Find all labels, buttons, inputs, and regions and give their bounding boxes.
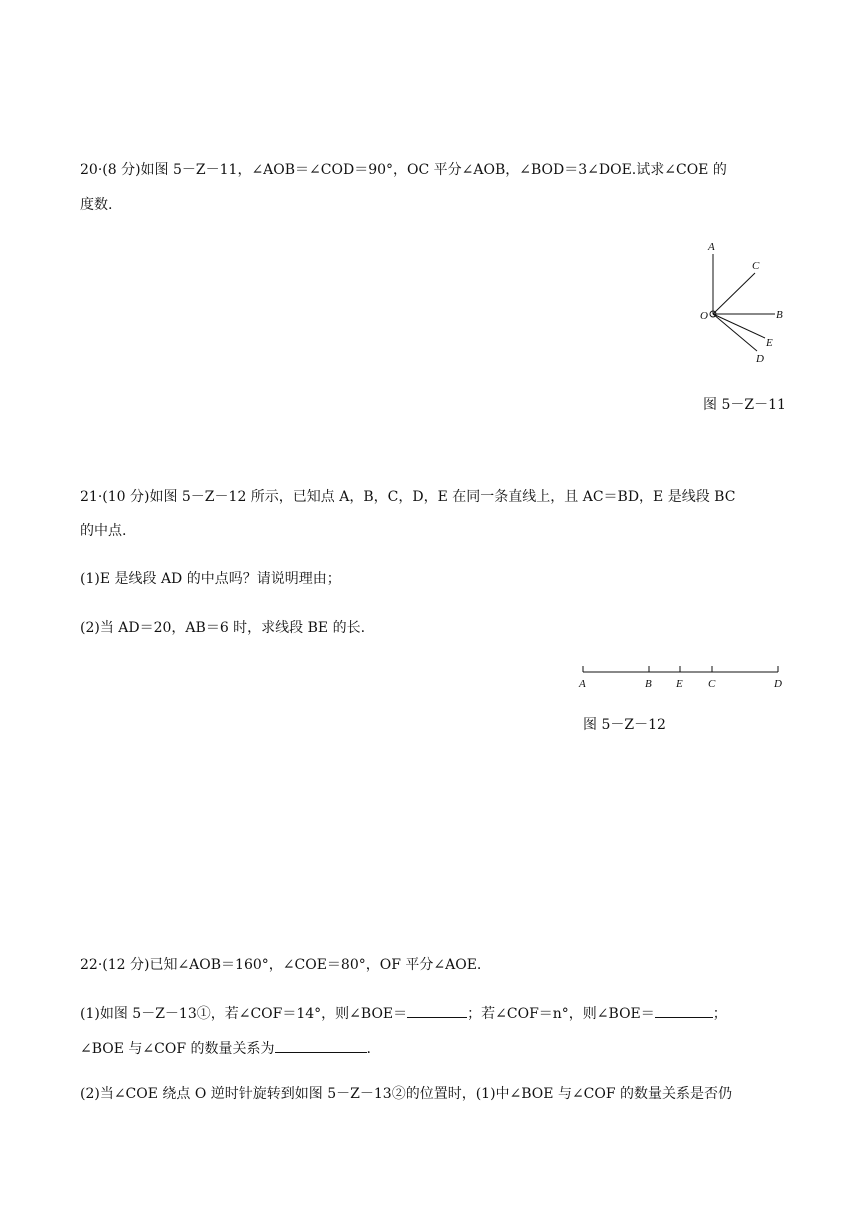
q20-line1: 20·(8 分)如图 5－Z－11，∠AOB＝∠COD＝90°，OC 平分∠AOB，∠BOD＝3∠DOE.试求∠COE 的 — [80, 162, 727, 178]
label-b: B — [776, 309, 783, 321]
q21-part1: (1)E 是线段 AD 的中点吗？请说明理由； — [80, 571, 341, 587]
q21-line1: 21·(10 分)如图 5－Z－12 所示，已知点 A，B，C，D，E 在同一条直线上，且 AC＝BD，E 是线段 BC — [80, 489, 736, 505]
caption-5-z-11: 图 5－Z－11 — [703, 397, 786, 413]
q21-part2: (2)当 AD＝20，AB＝6 时，求线段 BE 的长. — [80, 620, 366, 636]
label-a: A — [708, 241, 715, 253]
label-c: C — [752, 260, 760, 272]
q22-part1-text-c: ； — [712, 1006, 727, 1022]
q22-line1: 22·(12 分)已知∠AOB＝160°，∠COE＝80°，OF 平分∠AOE. — [80, 957, 482, 973]
q22-part1-text-d: ∠BOE 与∠COF 的数量关系为 — [80, 1041, 275, 1057]
label-d: D — [774, 678, 782, 690]
label-b: B — [645, 678, 652, 690]
label-e: E — [766, 337, 773, 349]
q22-part1-text-a: (1)如图 5－Z－13①，若∠COF＝14°，则∠BOE＝ — [80, 1006, 408, 1022]
ray-od — [713, 314, 757, 351]
figure-5-z-11 — [695, 238, 805, 368]
label-c: C — [708, 678, 716, 690]
q22-part1-line1 — [80, 1003, 727, 1024]
label-e: E — [676, 678, 683, 690]
q22-part1-text-e: . — [366, 1041, 371, 1057]
label-d: D — [756, 353, 764, 365]
ray-oc — [713, 273, 755, 314]
answer-blank-2[interactable] — [655, 1003, 713, 1018]
answer-blank-1[interactable] — [407, 1003, 467, 1018]
q20-line2: 度数. — [80, 197, 113, 213]
label-a: A — [579, 678, 586, 690]
q22-part1-line2 — [80, 1038, 371, 1059]
answer-blank-3[interactable] — [275, 1038, 367, 1053]
caption-5-z-12: 图 5－Z－12 — [583, 717, 666, 733]
ray-oe — [713, 314, 765, 338]
q21-line2: 的中点. — [80, 523, 127, 539]
q22-part1-text-b: ；若∠COF＝n°，则∠BOE＝ — [467, 1006, 655, 1022]
label-o: O — [700, 310, 708, 322]
q22-part2: (2)当∠COE 绕点 O 逆时针旋转到如图 5－Z－13②的位置时，(1)中∠BOE 与∠COF 的数量关系是否仍 — [80, 1086, 733, 1102]
figure-5-z-12 — [575, 662, 795, 696]
